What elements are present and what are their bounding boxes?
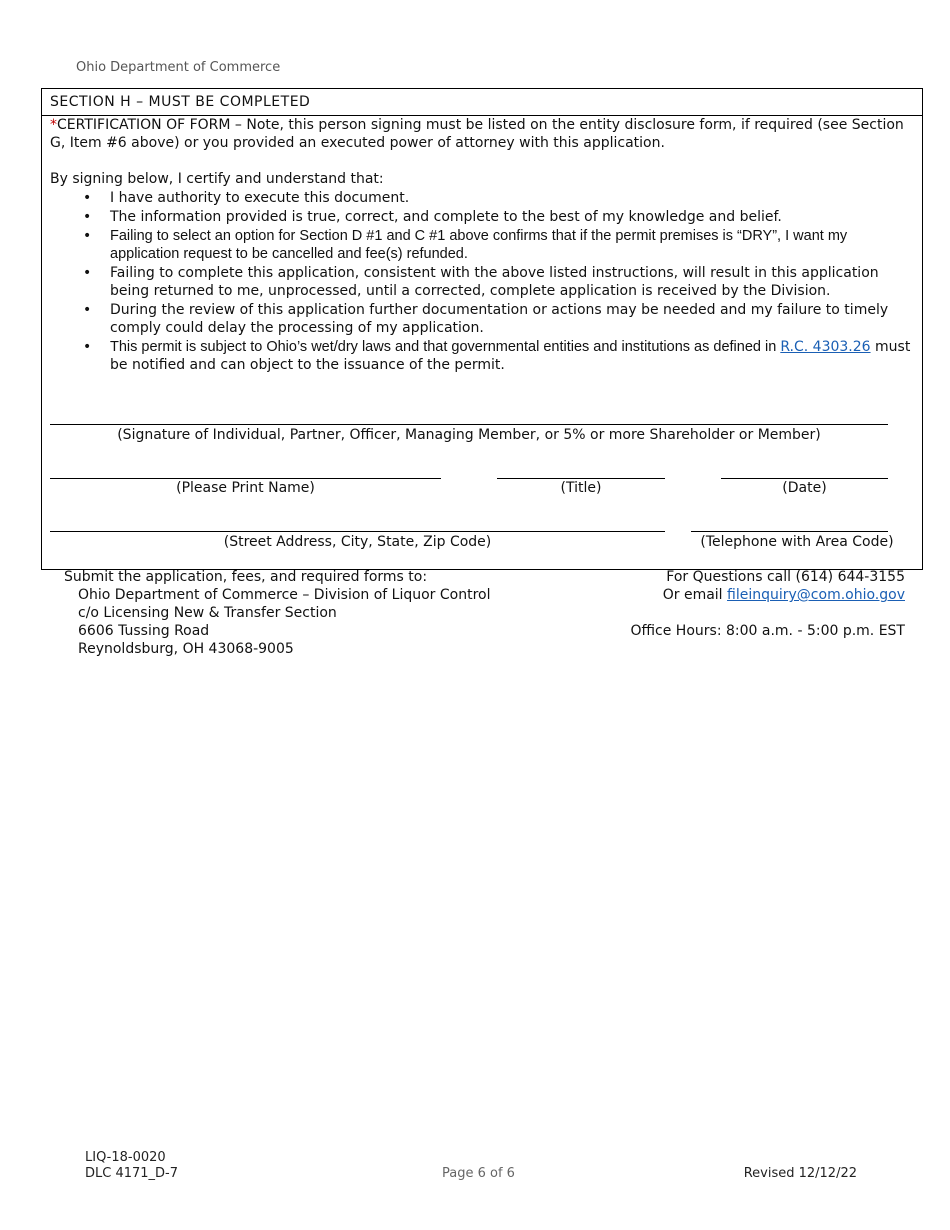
list-item: • I have authority to execute this document. [83, 190, 410, 206]
revised-date: Revised 12/12/22 [743, 1166, 857, 1181]
bullet-icon: • [83, 265, 92, 281]
list-item: • This permit is subject to Ohio’s wet/dry laws and that governmental entities and institutions as defined in R.C. 4303.26 must be notified and can object to the issuance of the permit. [83, 339, 911, 373]
section-title: SECTION H – MUST BE COMPLETED [42, 89, 922, 116]
form-code: DLC 4171_D-7 [85, 1166, 179, 1181]
email-link[interactable]: fileinquiry@com.ohio.gov [727, 587, 905, 603]
list-item: • The information provided is true, correct, and complete to the best of my knowledge and belief. [83, 209, 782, 225]
office-hours: Office Hours: 8:00 a.m. - 5:00 p.m. EST [630, 623, 905, 639]
print-name-line[interactable] [50, 478, 441, 479]
bullet-icon: • [83, 302, 92, 318]
contact-email: Or email fileinquiry@com.ohio.gov [662, 587, 905, 603]
address-line-1: Ohio Department of Commerce – Division of Liquor Control [78, 587, 491, 603]
address-line-2: c/o Licensing New & Transfer Section [78, 605, 337, 621]
title-line[interactable] [497, 478, 665, 479]
signature-caption: (Signature of Individual, Partner, Officer, Managing Member, or 5% or more Shareholder or Member) [117, 427, 821, 443]
address-line[interactable] [50, 531, 665, 532]
certification-list [50, 189, 914, 375]
date-caption: (Date) [782, 480, 827, 496]
section-h [41, 88, 923, 570]
certification-note [50, 116, 914, 152]
phone-line[interactable] [691, 531, 888, 532]
signature-line[interactable] [50, 424, 888, 425]
certification-text: CERTIFICATION OF FORM – Note, this person signing must be listed on the entity disclosure form, if required (see Section G, Item #6 above) or you provided an executed power of attorney with this application. [50, 117, 904, 151]
phone-caption: (Telephone with Area Code) [700, 534, 894, 550]
print-name-caption: (Please Print Name) [176, 480, 315, 496]
page-number: Page 6 of 6 [442, 1166, 515, 1181]
rc-4303-26-link[interactable]: R.C. 4303.26 [780, 339, 871, 355]
bullet-icon: • [83, 339, 92, 355]
form-id: LIQ-18-0020 [85, 1150, 166, 1165]
required-asterisk: * [50, 117, 57, 133]
list-item: • Failing to complete this application, consistent with the above listed instructions, will result in this application being returned to me, unprocessed, until a corrected, complete application is received by the Division. [83, 265, 879, 299]
bullet-icon: • [83, 228, 92, 244]
address-line-4: Reynoldsburg, OH 43068-9005 [78, 641, 294, 657]
date-line[interactable] [721, 478, 888, 479]
certify-intro: By signing below, I certify and understand that: [50, 171, 384, 187]
address-line-3: 6606 Tussing Road [78, 623, 210, 639]
bullet-icon: • [83, 190, 92, 206]
address-caption: (Street Address, City, State, Zip Code) [223, 534, 492, 550]
org-header: Ohio Department of Commerce [76, 60, 281, 75]
list-item: • Failing to select an option for Section D #1 and C #1 above confirms that if the permit premises is “DRY”, I want my application request to be cancelled and fee(s) refunded. [83, 228, 848, 262]
title-caption: (Title) [560, 480, 602, 496]
list-item: • During the review of this application further documentation or actions may be needed and my failure to timely comply could delay the processing of my application. [83, 302, 889, 336]
submit-heading: Submit the application, fees, and required forms to: [64, 569, 428, 585]
questions-phone: For Questions call (614) 644-3155 [666, 569, 905, 585]
bullet-icon: • [83, 209, 92, 225]
